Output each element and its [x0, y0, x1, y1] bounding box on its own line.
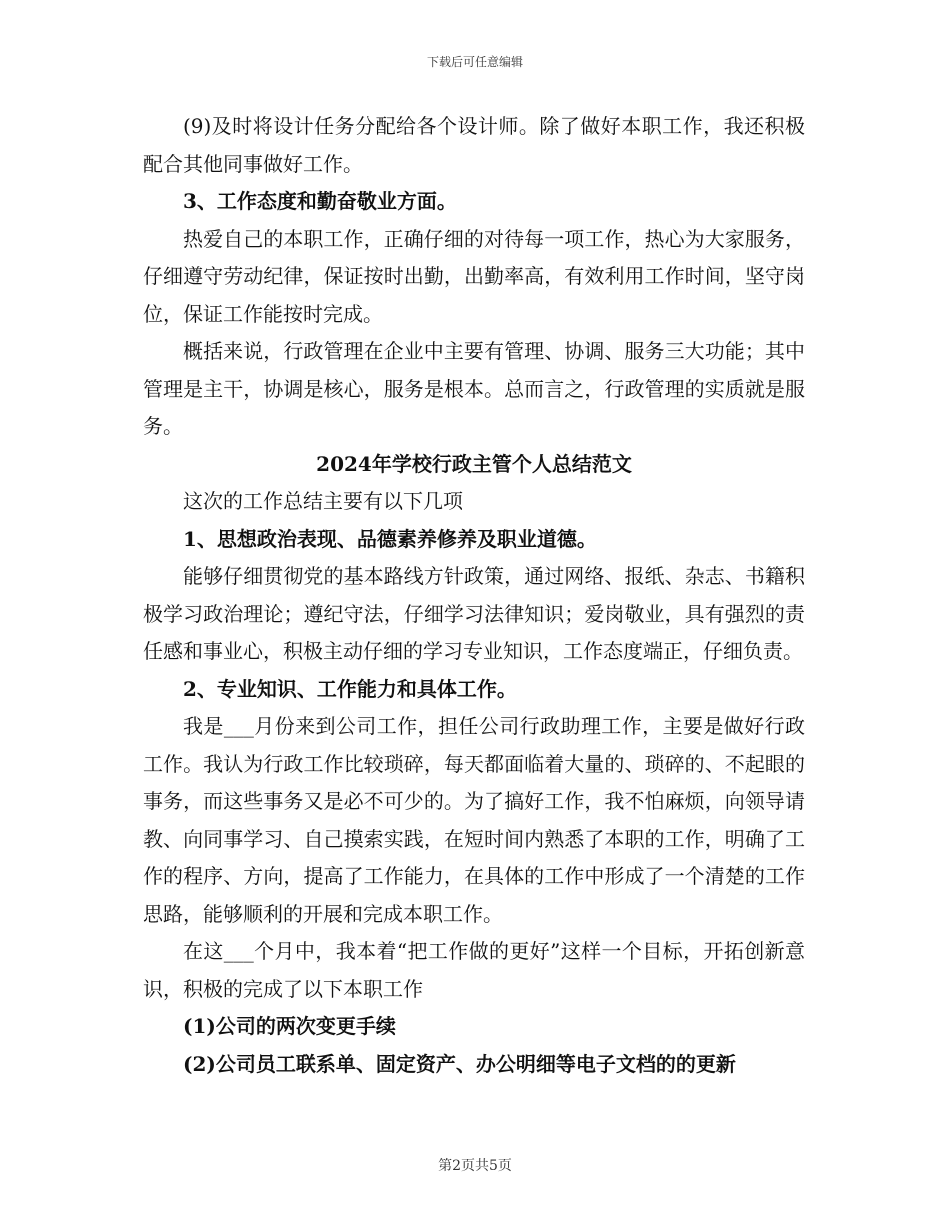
paragraph-work-attitude: 热爱自己的本职工作，正确仔细的对待每一项工作，热心为大家服务，仔细遵守劳动纪律，保证按时出勤，出勤率高，有效利用工作时间，坚守岗位，保证工作能按时完成。	[143, 226, 805, 326]
document-body	[143, 108, 805, 1083]
section-heading-political: 1、思想政治表现、品德素养修养及职业道德。	[183, 526, 597, 551]
paragraph-months: 在这___个月中，我本着“把工作做的更好”这样一个目标，开拓创新意识，积极的完成了以下本职工作	[143, 939, 805, 1001]
paragraph-admin-summary: 概括来说，行政管理在企业中主要有管理、协调、服务三大功能；其中管理是主干，协调是核心，服务是根本。总而言之，行政管理的实质就是服务。	[143, 339, 805, 438]
list-item-2: (2)公司员工联系单、固定资产、办公明细等电子文档的的更新	[183, 1051, 736, 1076]
section-heading-professional: 2、专业知识、工作能力和具体工作。	[183, 676, 517, 701]
paragraph-intro: 这次的工作总结主要有以下几项	[183, 489, 463, 513]
list-item-1: (1)公司的两次变更手续	[183, 1014, 396, 1038]
page-footer: 第2页共5页	[438, 1158, 512, 1174]
document-title: 2024年学校行政主管个人总结范文	[316, 451, 632, 476]
paragraph-political: 能够仔细贯彻党的基本路线方针政策，通过网络、报纸、杂志、书籍积极学习政治理论；遵纪守法，仔细学习法律知识；爱岗敬业，具有强烈的责任感和事业心，积极主动仔细的学习专业知识，工作态度端正，仔细负责。	[143, 564, 805, 663]
paragraph-item-9: (9)及时将设计任务分配给各个设计师。除了做好本职工作，我还积极配合其他同事做好工作。	[143, 114, 805, 176]
paragraph-professional: 我是___月份来到公司工作，担任公司行政助理工作，主要是做好行政工作。我认为行政工作比较琐碎，每天都面临着大量的、琐碎的、不起眼的事务，而这些事务又是必不可少的。为了搞好工作，我不怕麻烦，向领导请教、向同事学习、自己摸索实践，在短时间内熟悉了本职的工作，明确了工作的程序、方向，提高了工作能力，在具体的工作中形成了一个清楚的工作思路，能够顺利的开展和完成本职工作。	[143, 714, 805, 926]
section-heading-work-attitude: 3、工作态度和勤奋敬业方面。	[183, 189, 457, 213]
page-header: 下载后可任意编辑	[426, 55, 523, 69]
